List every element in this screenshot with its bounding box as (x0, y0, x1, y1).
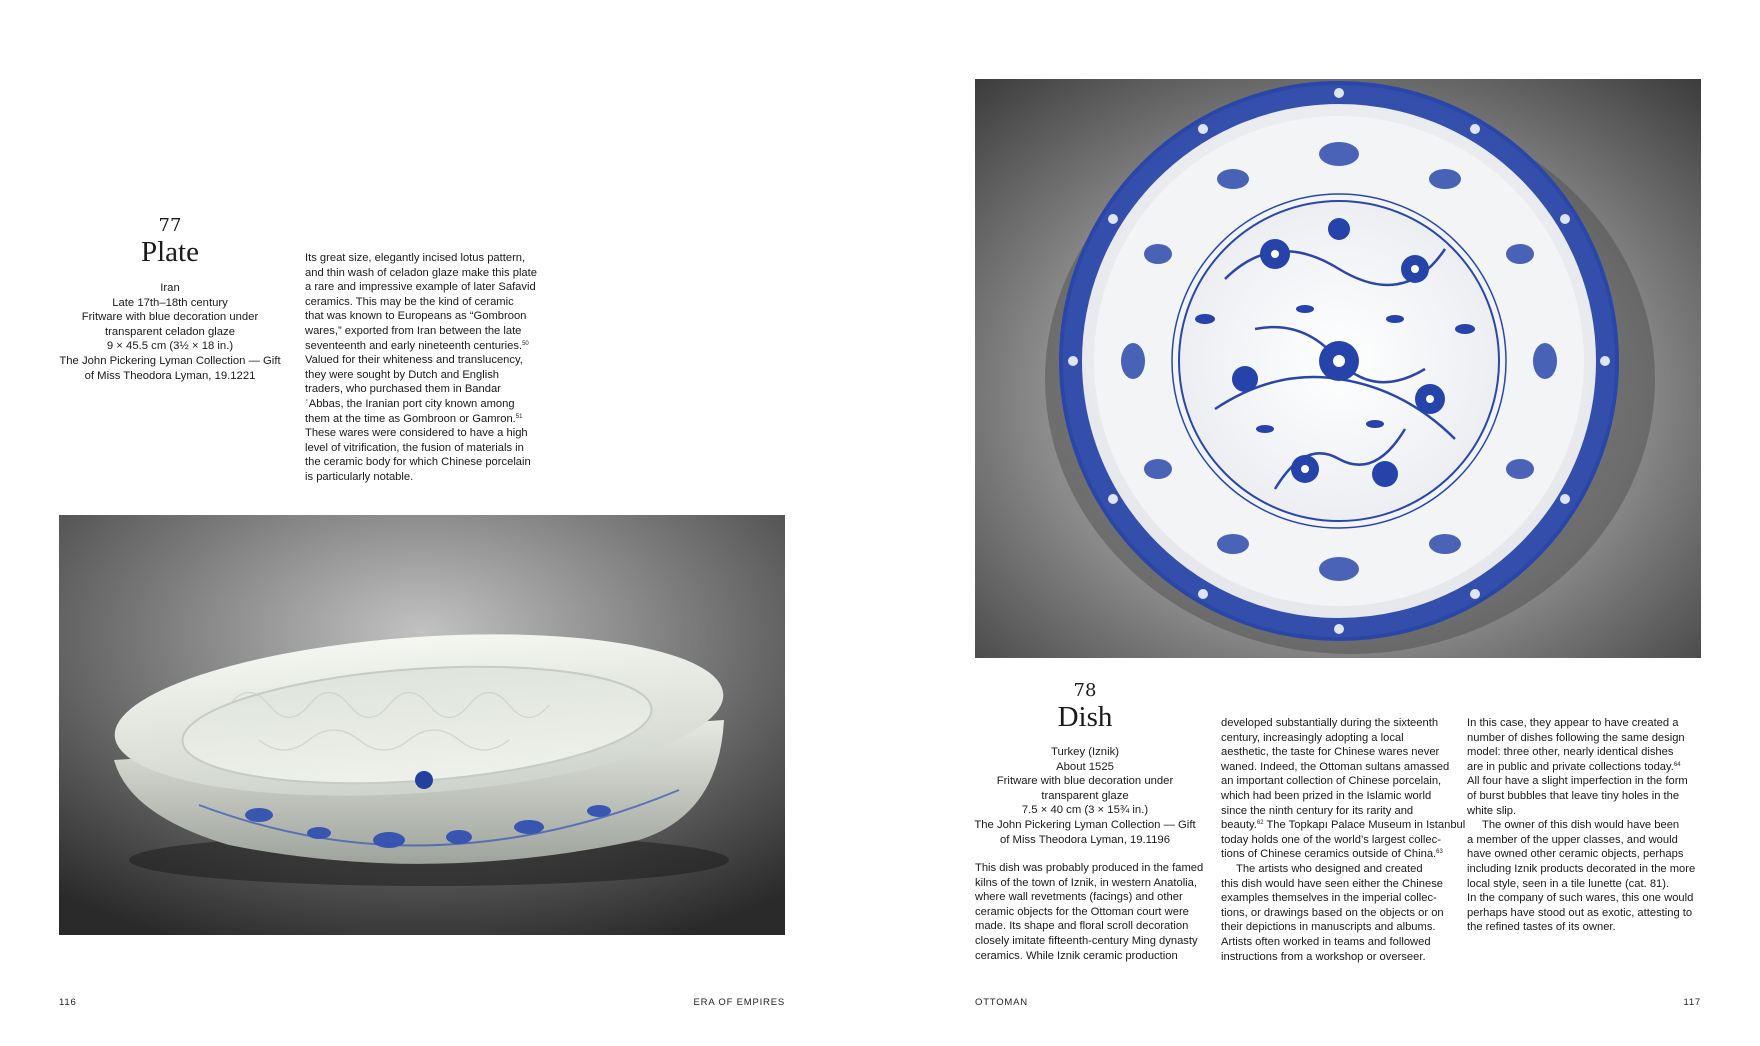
text-line: an important collection of Chinese porcelain, (1221, 775, 1442, 788)
meta-line: of Miss Theodora Lyman, 19.1221 (84, 369, 256, 382)
text-line: In the company of such wares, this one would (1467, 892, 1694, 905)
meta-line: 9 × 45.5 cm (3½ × 18 in.) (106, 340, 234, 353)
text-line: the ceramic body for which Chinese porcelain (305, 456, 531, 469)
text-line: ceramics. This may be the kind of ceramic (305, 295, 514, 308)
text-line: since the ninth century for its rarity and (1221, 804, 1414, 817)
text-run: beauty. (1221, 819, 1257, 832)
text-line: examples themselves in the imperial collec- (1221, 892, 1437, 905)
entry-number-78: 78 (1073, 680, 1097, 701)
dish-essay-column-2 (1221, 716, 1466, 964)
plate-photo (59, 515, 785, 935)
text-line: In this case, they appear to have created a (1467, 717, 1679, 729)
text-line: is particularly notable. (305, 470, 414, 483)
text-line: These wares were considered to have a high (305, 427, 528, 440)
meta-line: Turkey (Iznik) (1051, 746, 1119, 758)
text-line: which had been prized in the Islamic world (1221, 789, 1432, 802)
meta-line: 7.5 × 40 cm (3 × 15¾ in.) (1021, 804, 1149, 817)
footnote-ref: 64 (1673, 761, 1681, 768)
text-line: level of vitrification, the fusion of materials in (305, 441, 524, 454)
running-head-left: ERA OF EMPIRES (693, 997, 785, 1008)
text-line (305, 339, 545, 354)
meta-line: Late 17th–18th century (112, 296, 228, 309)
dish-essay-column-3 (1467, 716, 1707, 935)
text-run: them at the time as Gombroon or Gamron. (305, 412, 516, 425)
text-line: This dish was probably produced in the famed (975, 862, 1204, 874)
text-line: including Iznik products decorated in the more (1467, 862, 1696, 875)
dish-photo (975, 79, 1701, 658)
footnote-ref: 50 (522, 340, 529, 347)
text-line: local style, seen in a tile lunette (cat. 81). (1467, 877, 1670, 890)
text-run: seventeenth and early nineteenth centuries. (305, 339, 523, 352)
entry-title-plate: Plate (141, 236, 199, 268)
text-line: and thin wash of celadon glaze make this plate (305, 266, 537, 279)
dish-catalogue-data (945, 745, 1225, 847)
meta-line: transparent celadon glaze (104, 325, 235, 338)
text-line: have owned other ceramic objects, perhaps (1467, 848, 1684, 861)
dish-essay-column-1 (975, 861, 1210, 963)
text-line: of burst bubbles that leave tiny holes in the (1467, 789, 1680, 802)
text-line: this dish would have seen either the Chinese (1221, 877, 1444, 890)
blue-white-dish-image (975, 79, 1701, 658)
text-line: century, increasingly adopting a local (1221, 731, 1404, 744)
text-line: wares,” exported from Iran between the late (305, 324, 522, 337)
text-line: kilns of the town of Iznik, in western Anatolia, (975, 876, 1198, 889)
meta-line: transparent glaze (1041, 789, 1129, 802)
text-line: perhaps have stood out as exotic, attesting to (1467, 906, 1693, 919)
text-line: ceramic objects for the Ottoman court were (975, 905, 1189, 918)
meta-line: Fritware with blue decoration under (81, 311, 259, 324)
text-line: instructions from a workshop or overseer. (1221, 950, 1426, 963)
meta-line: of Miss Theodora Lyman, 19.1196 (1000, 833, 1170, 846)
text-line: made. Its shape and floral scroll decoration (975, 920, 1189, 933)
page-number-right: 117 (1683, 997, 1701, 1008)
text-line: today holds one of the world’s largest collec- (1221, 833, 1441, 846)
text-line: developed substantially during the sixteenth (1221, 717, 1439, 729)
page-number-left: 116 (59, 997, 77, 1008)
text-run: The Topkapı Palace Museum in Istanbul (1263, 819, 1466, 832)
text-line: a rare and impressive example of later Safavid (305, 281, 536, 294)
meta-line: The John Pickering Lyman Collection — Gift (974, 818, 1196, 831)
text-line: Its great size, elegantly incised lotus pattern, (305, 252, 526, 264)
text-line: that was known to Europeans as “Gombroon (305, 310, 527, 323)
text-line: Valued for their whiteness and translucency, (305, 354, 523, 367)
text-line: ceramics. While Iznik ceramic production (975, 949, 1178, 962)
footnote-ref: 62 (1256, 820, 1264, 827)
meta-line: The John Pickering Lyman Collection — Gift (59, 354, 281, 367)
celadon-plate-image (59, 515, 785, 935)
footnote-ref: 63 (1436, 849, 1443, 856)
text-line: number of dishes following the same design (1467, 731, 1685, 744)
text-line: ʿAbbas, the Iranian port city known among (305, 397, 515, 410)
text-line: the refined tastes of its owner. (1467, 921, 1616, 934)
meta-line: Iran (160, 282, 180, 294)
text-run: are in public and private collections today. (1467, 760, 1674, 773)
text-line: Artists often worked in teams and followed (1221, 935, 1431, 948)
meta-line: About 1525 (1056, 760, 1114, 773)
text-line: All four have a slight imperfection in the form (1467, 775, 1688, 788)
text-line (1221, 847, 1456, 862)
text-line: tions, or drawings based on the objects or on (1221, 906, 1444, 919)
plate-catalogue-data (30, 281, 310, 383)
text-line: The artists who designed and created (1236, 862, 1423, 875)
text-line: white slip. (1467, 804, 1517, 817)
text-line: waned. Indeed, the Ottoman sultans amassed (1221, 760, 1450, 773)
text-line: traders, who purchased them in Bandar (305, 383, 501, 396)
text-line: The owner of this dish would have been (1482, 819, 1680, 832)
running-head-right: OTTOMAN (975, 997, 1028, 1008)
entry-number-77: 77 (158, 215, 182, 236)
text-line: model: three other, nearly identical dishes (1467, 746, 1674, 759)
text-line: their depictions in manuscripts and albums. (1221, 921, 1436, 934)
text-line: a member of the upper classes, and would (1467, 833, 1678, 846)
text-line: closely imitate fifteenth-century Ming dynasty (975, 934, 1198, 947)
meta-line: Fritware with blue decoration under (996, 775, 1174, 788)
footnote-ref: 51 (515, 413, 523, 420)
entry-title-dish: Dish (1057, 701, 1113, 733)
text-line (305, 412, 545, 427)
plate-essay (305, 251, 545, 485)
text-line (1467, 760, 1707, 775)
text-line (1221, 818, 1466, 833)
text-run: tions of Chinese ceramics outside of China. (1221, 848, 1437, 861)
text-line: where wall revetments (facings) and other (975, 891, 1183, 904)
text-line: aesthetic, the taste for Chinese wares never (1221, 746, 1440, 759)
text-line: they were sought by Dutch and English (305, 368, 500, 381)
